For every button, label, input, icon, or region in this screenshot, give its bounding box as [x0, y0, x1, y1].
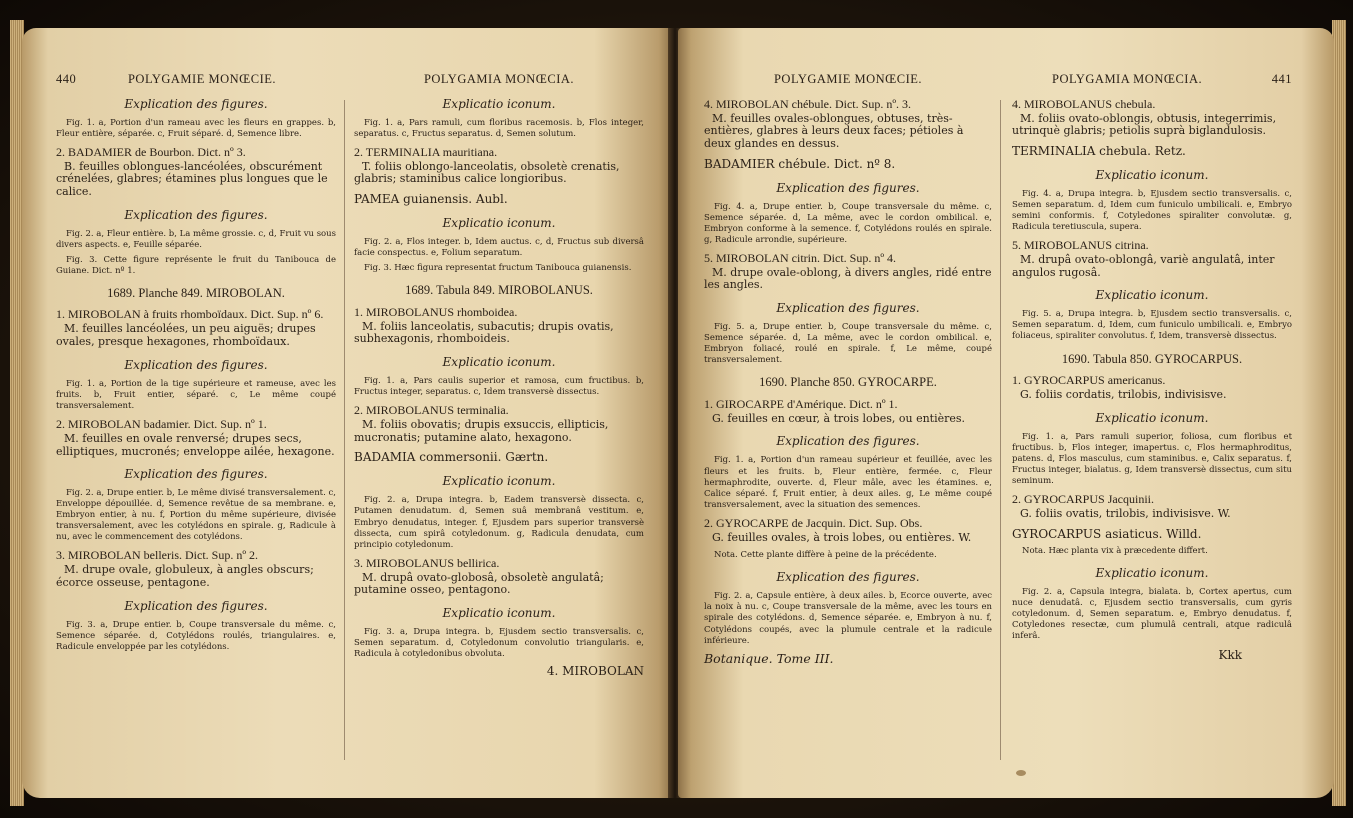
running-title: POLYGAMIE MONŒCIE.	[127, 72, 276, 86]
species-title: 2. TERMINALIA mauritiana.	[354, 144, 498, 159]
right-page-column-french	[704, 72, 992, 666]
species-title: 4. MIROBOLANUS chebula.	[1012, 96, 1156, 111]
figure-caption: Nota. Cette plante diffère à peine de la précédente.	[714, 550, 937, 561]
figure-explanation-heading: Explicatio iconum.	[442, 355, 556, 370]
figure-explanation-heading: Explicatio iconum.	[442, 474, 556, 489]
figure-caption: Fig. 4. a, Drupe entier. b, Coupe transversale du même. c, Semence séparée. d, La même, avec le cordon ombilical. e, Embryon conforme à la semence. f, Cotylédons roulés en spirale. g, Radicule arrondie, supérieure.	[704, 201, 992, 245]
figure-explanation-heading: Explication des figures.	[124, 467, 268, 482]
species-title: 4. MIROBOLAN chébule. Dict. Sup. nº. 3.	[704, 96, 912, 111]
left-page	[22, 28, 672, 798]
species-description: G. foliis cordatis, trilobis, indivisisve.	[1020, 388, 1227, 402]
figure-caption: Fig. 3. a, Drupa integra. b, Ejusdem sectio transversalis. c, Semen separatum. d, Cotyledonum convolutio triangularis. e, Radicula à cotyledonibus obvoluta.	[354, 626, 644, 660]
species-description: B. feuilles oblongues-lancéolées, obscurément crénelées, glabres; étamines plus longues que le calice.	[56, 159, 328, 198]
species-description: M. foliis ovato-oblongis, obtusis, integerrimis, utrinquè glabris; petiolis suprà biglandulosis.	[1012, 111, 1277, 138]
species-description: M. foliis obovatis; drupis exsuccis, ellipticis, mucronatis; putamine alato, hexagono.	[354, 418, 609, 444]
species-title: 1. MIROBOLANUS rhomboidea.	[354, 304, 518, 319]
figure-explanation-heading: Explicatio iconum.	[1095, 565, 1209, 580]
plate-heading: 1689. Tabula 849. MIROBOLANUS.	[405, 283, 593, 298]
figure-caption: Fig. 5. a, Drupa integra. b, Ejusdem sectio transversalis. c, Semen separatum. d, Idem, cum funiculo umbilicali. e, Embryo foliaceus, spiraliter convolutus. f, Idem, transversè dissectus.	[1012, 309, 1292, 342]
running-title: POLYGAMIA MONŒCIA.	[1052, 72, 1203, 86]
species-title: 5. MIROBOLANUS citrina.	[1012, 238, 1149, 253]
figure-explanation-heading: Explication des figures.	[124, 96, 268, 111]
species-description: M. feuilles en ovale renversé; drupes secs, elliptiques, mucronés; enveloppe ailée, hexagone.	[56, 431, 335, 458]
right-page	[678, 28, 1334, 798]
catchword: 4. MIROBOLAN	[546, 664, 644, 679]
plate-heading: 1690. Planche 850. GYROCARPE.	[759, 375, 937, 390]
species-title: 3. MIROBOLAN belleris. Dict. Sup. nº 2.	[56, 548, 259, 563]
figure-explanation-heading: Explication des figures.	[776, 570, 920, 585]
synonym-line: TERMINALIA chebula. Retz.	[1012, 143, 1186, 158]
figure-caption: Fig. 1. a, Portion d'un rameau supérieur et feuillée, avec les fleurs et les fruits. b, Fleur entière, fermée. c, Fleur hermaphrodite, ouverte. d, Fleur mâle, avec les étamines. e, Calice séparé. f, Fruit entier, à deux ailes. g, Le même coupé transversalement, avec la situation des semences.	[704, 455, 992, 510]
running-head	[56, 72, 336, 88]
figure-caption: Fig. 3. a, Drupe entier. b, Coupe transversale du même. c, Semence séparée. d, Cotylédons roulés, triangulaires. e, Radicule enveloppée par les cotylédons.	[56, 619, 336, 652]
figure-caption: Fig. 1. a, Pars ramuli, cum floribus racemosis. b, Flos integer, separatus. c, Fructus separatus. d, Semen solutum.	[354, 117, 644, 139]
species-title: 2. GYROCARPE de Jacquin. Dict. Sup. Obs.	[704, 515, 923, 530]
species-title: 5. MIROBOLAN citrin. Dict. Sup. nº 4.	[704, 250, 897, 265]
figure-explanation-heading: Explicatio iconum.	[442, 216, 556, 230]
figure-explanation-heading: Explicatio iconum.	[1095, 410, 1209, 425]
running-title: POLYGAMIE MONŒCIE.	[773, 72, 923, 86]
running-title: POLYGAMIA MONŒCIA.	[423, 72, 575, 86]
figure-explanation-heading: Explication des figures.	[124, 357, 268, 372]
figure-caption: Fig. 2. a, Capsule entière, à deux ailes. b, Ecorce ouverte, avec la noix à nu. c, Coupe transversale de la même, avec les tours en spirale des cotylédons. d, Semence séparée. e, Embryon à nu. f, Cotylédons coupés, avec la plumule centrale et la radicule inférieure.	[704, 591, 992, 646]
synonym-line: GYROCARPUS asiaticus. Willd.	[1012, 526, 1202, 541]
figure-caption: Fig. 4. a, Drupa integra. b, Ejusdem sectio transversalis. c, Semen separatum. d, Idem cum funiculo umbilicali. e, Embryo semini conformis. f, Cotyledones spiraliter convolutæ. g, Radicula teretiuscula, supera.	[1012, 188, 1292, 233]
figure-caption: Fig. 1. a, Pars caulis superior et ramosa, cum fructibus. b, Fructus integer, separatus. c, Idem transversè dissectus.	[354, 376, 644, 398]
figure-explanation-heading: Explication des figures.	[776, 301, 920, 316]
running-head	[704, 72, 992, 88]
figure-caption: Fig. 2. a, Drupe entier. b, Le même divisé transversalement. c, Enveloppe dépouillée. d, Semence revêtue de sa membrane. e, Embryon entier, à nu. f, Portion du même supérieure, divisée transversalement, avec les cotylédons en spirale. g, Radicule à nu, avec le commencement des cotylédons.	[56, 488, 336, 543]
left-page-column-french	[56, 72, 336, 657]
figure-caption: Fig. 3. Hæc figura representat fructum Tanibouca guianensis.	[364, 263, 632, 274]
figure-explanation-heading: Explicatio iconum.	[442, 605, 556, 620]
species-description: M. drupâ ovato-globosâ, obsoletè angulatâ; putamine osseo, pentagono.	[354, 570, 604, 597]
figure-explanation-heading: Explication des figures.	[124, 207, 268, 222]
page-number: 441	[1271, 72, 1292, 86]
figure-caption: Fig. 5. a, Drupe entier. b, Coupe transversale du même. c, Semence séparée. d, La même, avec le cordon ombilical. e, Embryon foliacé, roulé en spirale. f, Le même, coupé transversalement.	[704, 322, 992, 366]
species-title: 1. GYROCARPUS americanus.	[1012, 373, 1166, 388]
left-page-column-latin	[354, 72, 644, 679]
figure-explanation-heading: Explication des figures.	[776, 180, 920, 195]
figure-explanation-heading: Explicatio iconum.	[1095, 288, 1209, 303]
plate-heading: 1690. Tabula 850. GYROCARPUS.	[1061, 351, 1243, 366]
figure-explanation-heading: Explication des figures.	[124, 598, 268, 613]
figure-caption: Nota. Hæc planta vix à præcedente differt.	[1022, 545, 1208, 556]
right-page-edges	[1332, 20, 1346, 806]
figure-caption: Fig. 1. a, Pars ramuli superior, foliosa, cum floribus et fructibus. b, Flos integer, imapertus. c, Flos hermaphroditus, patens. d, Flos masculus, cum staminibus. e, Calix separatus. f, Fructus integer, bialatus. g, Idem transversè dissectus, cum situ seminum.	[1012, 431, 1292, 486]
column-rule	[1000, 100, 1001, 760]
figure-caption: Fig. 2. a, Drupa integra. b, Eadem transversè dissecta. c, Putamen denudatum. d, Semen suâ membranâ vestitum. e, Embryo denudatus, integer. f, Ejusdem pars superior transversè dissecta, cum spirâ cotyledonum. g, Radicula denudata, cum principio cotyledonum.	[354, 495, 644, 550]
species-description: M. drupe ovale, globuleux, à angles obscurs; écorce osseuse, pentagone.	[56, 563, 314, 590]
species-title: 3. MIROBOLANUS bellirica.	[354, 555, 500, 570]
synonym-line: BADAMIA commersonii. Gærtn.	[354, 450, 549, 465]
figure-explanation-heading: Explicatio iconum.	[1095, 167, 1209, 182]
species-description: G. foliis ovatis, trilobis, indivisisve. W.	[1020, 507, 1231, 521]
figure-explanation-heading: Explication des figures.	[776, 434, 920, 449]
species-title: 2. MIROBOLAN badamier. Dict. Sup. nº 1.	[56, 416, 267, 431]
species-title: 1. MIROBOLAN à fruits rhomboïdaux. Dict. Sup. nº 6.	[56, 307, 324, 322]
species-title: 2. BADAMIER de Bourbon. Dict. nº 3.	[56, 144, 246, 159]
species-description: M. feuilles lancéolées, un peu aiguës; drupes ovales, presque hexagones, rhomboïdaux.	[56, 322, 316, 349]
species-description: T. foliis oblongo-lanceolatis, obsoletè crenatis, glabris; staminibus calice longioribus.	[354, 159, 620, 186]
figure-caption: Fig. 3. Cette figure représente le fruit du Tanibouca de Guiane. Dict. nº 1.	[56, 254, 336, 276]
signature-mark: Kkk	[1218, 647, 1242, 662]
species-description: M. drupe ovale-oblong, à divers angles, ridé entre les angles.	[704, 265, 992, 292]
synonym-line: BADAMIER chébule. Dict. nº 8.	[704, 156, 896, 171]
species-description: M. foliis lanceolatis, subacutis; drupis ovatis, subhexagonis, rhomboideis.	[354, 319, 614, 346]
species-title: 2. GYROCARPUS Jacquinii.	[1012, 492, 1155, 507]
species-title: 2. MIROBOLANUS terminalia.	[354, 403, 509, 418]
footer	[704, 651, 992, 667]
column-rule	[344, 100, 345, 760]
species-title: 1. GIROCARPE d'Amérique. Dict. nº 1.	[704, 396, 898, 411]
figure-caption: Fig. 1. a, Portion de la tige supérieure et rameuse, avec les fruits. b, Fruit entier, séparé. c, Le même coupé transversalement.	[56, 378, 336, 411]
running-head	[354, 72, 644, 88]
volume-footer: Botanique. Tome III.	[704, 650, 834, 666]
running-head	[1012, 72, 1292, 88]
figure-explanation-heading: Explicatio iconum.	[442, 96, 556, 111]
synonym-line: PAMEA guianensis. Aubl.	[354, 192, 508, 206]
figure-caption: Fig. 2. a, Fleur entière. b, La même grossie. c, d, Fruit vu sous divers aspects. e, Feuille séparée.	[56, 228, 337, 250]
ink-blot	[1016, 770, 1026, 776]
plate-heading: 1689. Planche 849. MIROBOLAN.	[107, 285, 285, 300]
species-description: M. drupâ ovato-oblongâ, variè angulatâ, inter angulos rugosâ.	[1012, 253, 1275, 279]
species-description: M. feuilles ovales-oblongues, obtuses, très-entières, glabres à leurs deux faces; pétioles à deux glandes en dessus.	[704, 111, 964, 150]
page-number: 440	[56, 72, 77, 86]
species-description: G. feuilles ovales, à trois lobes, ou entières. W.	[712, 530, 972, 544]
figure-caption: Fig. 2. a, Flos integer. b, Idem auctus. c, d, Fructus sub diversâ facie conspectus. e, Folium separatum.	[354, 237, 644, 259]
figure-caption: Fig. 1. a, Portion d'un rameau avec les fleurs en grappes. b, Fleur entière, séparée. c, Fruit séparé. d, Semence libre.	[56, 117, 336, 139]
species-description: G. feuilles en cœur, à trois lobes, ou entières.	[712, 411, 966, 425]
right-page-column-latin	[1012, 72, 1292, 663]
figure-caption: Fig. 2. a, Capsula integra, bialata. b, Cortex apertus, cum nuce denudatâ. c, Ejusdem sectio transversalis, cum gyris cotyledonum. d, Semen separatum. e, Embryo denudatus. f, Cotyledones resectæ, cum plumulâ centrali, atque radiculâ inferâ.	[1012, 586, 1292, 641]
